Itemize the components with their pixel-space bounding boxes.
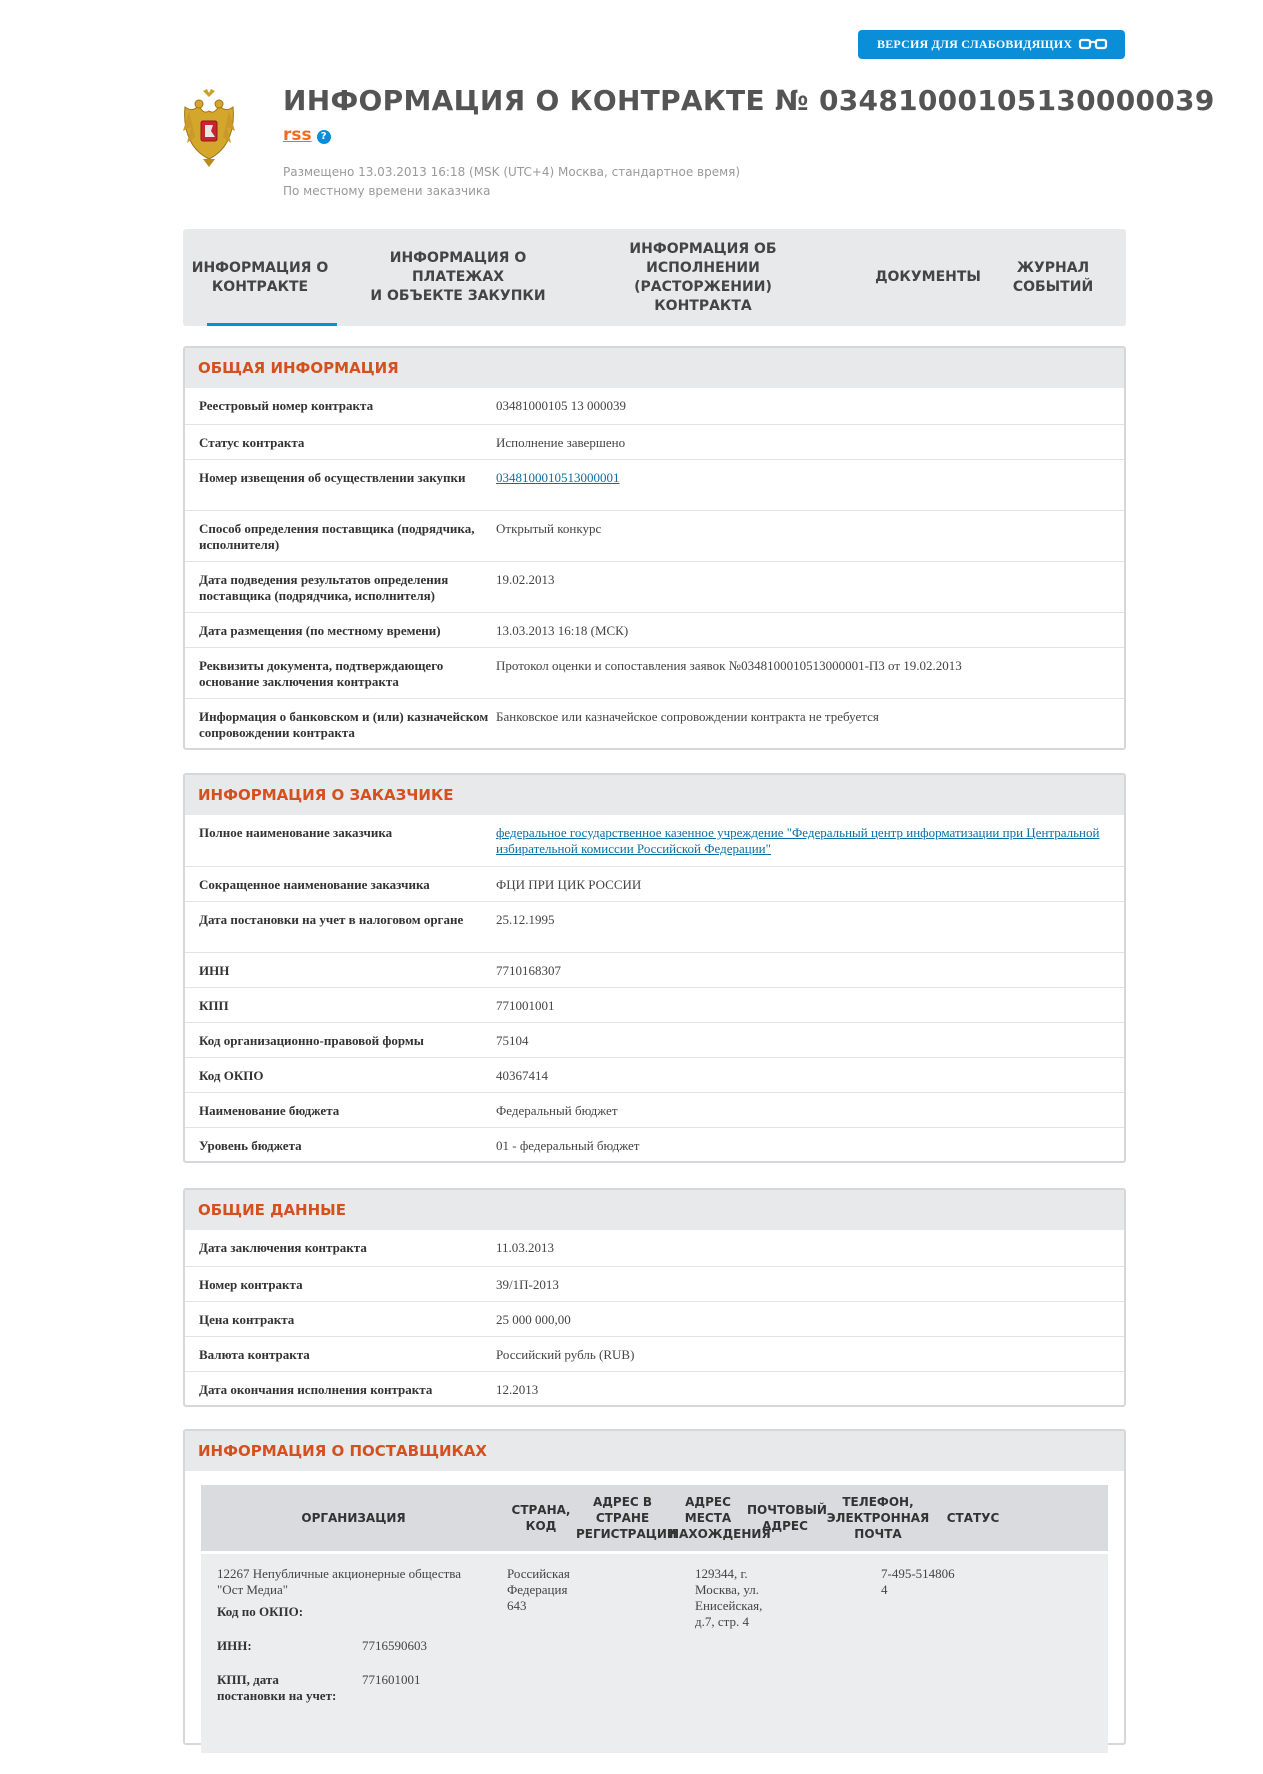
address-line: Енисейская, <box>695 1598 763 1613</box>
row-value: 7710168307 <box>496 963 561 978</box>
low-vision-version-button[interactable] <box>858 30 1125 59</box>
country-line: Федерация <box>507 1582 568 1597</box>
page-title: ИНФОРМАЦИЯ О КОНТРАКТЕ № 03481000105130000039 <box>283 84 1215 117</box>
common-rows <box>185 1230 1124 1405</box>
info-row <box>185 1022 1124 1057</box>
supplier-org-name <box>217 1566 461 1598</box>
col-line: ПОЧТОВЫЙ <box>747 1503 827 1517</box>
col-line: СТРАНЕ <box>595 1511 650 1525</box>
phone-line: 4 <box>881 1582 888 1597</box>
row-value: Открытый конкурс <box>496 521 602 536</box>
col-line: РЕГИСТРАЦИИ <box>576 1527 677 1541</box>
row-label: Номер контракта <box>199 1277 303 1292</box>
info-row <box>185 1057 1124 1092</box>
info-row <box>185 1336 1124 1371</box>
row-label: Полное наименование заказчика <box>199 825 393 840</box>
tab-label: И ОБЪЕКТЕ ЗАКУПКИ <box>370 288 546 304</box>
info-row <box>185 1127 1124 1161</box>
col-country-line: КОД <box>525 1519 557 1533</box>
row-value: 01 - федеральный бюджет <box>496 1138 640 1153</box>
info-row <box>185 510 1124 561</box>
okpo-label: Код по ОКПО: <box>217 1604 304 1619</box>
row-value: 771001001 <box>496 998 555 1013</box>
tab-payments[interactable] <box>363 229 553 326</box>
col-line: АДРЕС <box>685 1495 731 1509</box>
phone-line: 7-495-514806 <box>881 1566 955 1581</box>
kpp-label-line: КПП, дата <box>217 1672 279 1687</box>
section-general-info <box>183 346 1126 750</box>
org-name-line: "Ост Медиа" <box>217 1582 289 1597</box>
tab-contract-info[interactable] <box>183 229 337 326</box>
col-postal-address <box>747 1502 827 1534</box>
section-common-data <box>183 1188 1126 1407</box>
org-name-line: 12267 Непубличные акционерные общества <box>217 1566 462 1581</box>
row-label: Сокращенное наименование заказчика <box>199 877 430 892</box>
col-organization: ОРГАНИЗАЦИЯ <box>301 1511 406 1525</box>
row-label: Валюта контракта <box>199 1347 310 1362</box>
info-row <box>185 952 1124 987</box>
row-value: 75104 <box>496 1033 529 1048</box>
supplier-country <box>507 1566 570 1614</box>
row-label: Код организационно-правовой формы <box>199 1033 424 1048</box>
info-row <box>185 901 1124 952</box>
row-label: Способ определения поставщика (подрядчика, исполнителя) <box>199 521 475 552</box>
col-line: АДРЕС В <box>592 1495 653 1509</box>
col-phone-email <box>823 1494 933 1542</box>
posted-info <box>283 163 740 201</box>
tab-label: ЖУРНАЛ <box>1016 259 1090 276</box>
row-value: Федеральный бюджет <box>496 1103 618 1118</box>
row-value: Российский рубль (RUB) <box>496 1347 635 1362</box>
general-rows <box>185 388 1124 748</box>
row-value: 25.12.1995 <box>496 912 555 927</box>
col-status: СТАТУС <box>946 1511 1000 1525</box>
row-value: Банковское или казначейское сопровождении контракта не требуется <box>496 709 879 724</box>
row-value: 03481000105 13 000039 <box>496 398 626 413</box>
row-label: КПП <box>199 998 229 1013</box>
info-row <box>185 698 1124 748</box>
address-line: д.7, стр. 4 <box>695 1614 749 1629</box>
row-label: Цена контракта <box>199 1312 295 1327</box>
tab-event-log[interactable] <box>1003 229 1103 326</box>
row-label: Дата заключения контракта <box>199 1240 367 1255</box>
row-value: Протокол оценки и сопоставления заявок №0348100010513000001-П3 от 19.02.2013 <box>496 658 962 673</box>
col-location-address <box>669 1494 771 1542</box>
row-label: Уровень бюджета <box>199 1138 302 1153</box>
inn-value: 7716590603 <box>362 1638 427 1653</box>
col-line: ТЕЛЕФОН, <box>842 1495 914 1509</box>
info-row <box>185 815 1124 866</box>
customer-name-link[interactable]: федеральное государственное казенное учреждение "Федеральный центр информатизации при Центральной избирательной комиссии Российской Федерации" <box>496 825 1100 856</box>
row-label: Номер извещения об осуществлении закупки <box>199 470 466 485</box>
tab-label: ДОКУМЕНТЫ <box>875 269 981 285</box>
country-line: 643 <box>507 1598 527 1613</box>
customer-rows <box>185 815 1124 1161</box>
col-country <box>506 1502 576 1534</box>
section-title: ОБЩАЯ ИНФОРМАЦИЯ <box>185 348 1124 388</box>
info-row <box>185 1230 1124 1266</box>
help-icon[interactable]: ? <box>317 130 331 144</box>
country-line: Российская <box>507 1566 570 1581</box>
info-row <box>185 647 1124 698</box>
info-row <box>185 612 1124 647</box>
row-label: Реквизиты документа, подтверждающего основание заключения контракта <box>199 658 444 689</box>
supplier-row <box>201 1551 1108 1753</box>
rss-link[interactable]: rss <box>283 125 312 145</box>
section-title: ИНФОРМАЦИЯ О ПОСТАВЩИКАХ <box>185 1431 1124 1471</box>
low-vision-version-label: ВЕРСИЯ ДЛЯ СЛАБОВИДЯЩИХ <box>877 37 1073 51</box>
info-row <box>185 388 1124 424</box>
tab-bar <box>183 229 1126 326</box>
info-row <box>185 561 1124 612</box>
section-customer-info <box>183 773 1126 1163</box>
suppliers-table-header <box>201 1485 1108 1551</box>
tab-label: (РАСТОРЖЕНИИ) КОНТРАКТА <box>634 278 772 314</box>
kpp-label <box>217 1672 336 1704</box>
russian-coat-of-arms-icon <box>181 87 237 169</box>
supplier-location-address <box>695 1566 762 1630</box>
row-value: 19.02.2013 <box>496 572 555 587</box>
row-value: 40367414 <box>496 1068 548 1083</box>
col-reg-address <box>576 1494 677 1542</box>
row-value: 25 000 000,00 <box>496 1312 571 1327</box>
notice-number-link[interactable]: 0348100010513000001 <box>496 470 620 485</box>
row-value: 11.03.2013 <box>496 1240 555 1255</box>
row-label: ИНН <box>199 963 230 978</box>
row-value <box>496 815 1124 866</box>
address-line: Москва, ул. <box>695 1582 760 1597</box>
local-time-note: По местному времени заказчика <box>283 184 491 198</box>
kpp-value: 771601001 <box>362 1672 421 1687</box>
tab-label: КОНТРАКТЕ <box>211 278 309 295</box>
row-label: Статус контракта <box>199 435 305 450</box>
info-row <box>185 866 1124 901</box>
row-label: Дата подведения результатов определения поставщика (подрядчика, исполнителя) <box>199 572 449 603</box>
col-country-line: СТРАНА, <box>511 1503 571 1517</box>
info-row <box>185 1371 1124 1405</box>
tab-label: ИНФОРМАЦИЯ О <box>191 259 329 276</box>
row-value <box>496 460 1124 510</box>
col-line: МЕСТА <box>684 1511 732 1525</box>
info-row <box>185 987 1124 1022</box>
section-title: ИНФОРМАЦИЯ О ЗАКАЗЧИКЕ <box>185 775 1124 815</box>
tab-documents[interactable] <box>873 229 983 326</box>
row-value: 12.2013 <box>496 1382 539 1397</box>
col-line: ЭЛЕКТРОННАЯ <box>826 1511 930 1525</box>
row-label: Наименование бюджета <box>199 1103 340 1118</box>
section-title: ОБЩИЕ ДАННЫЕ <box>185 1190 1124 1230</box>
tab-label: СОБЫТИЙ <box>1012 278 1094 295</box>
info-row <box>185 424 1124 459</box>
row-label: Реестровый номер контракта <box>199 398 374 413</box>
tab-execution[interactable] <box>593 229 813 326</box>
glasses-icon <box>1078 37 1108 51</box>
section-suppliers <box>183 1429 1126 1745</box>
col-line: АДРЕС <box>762 1519 808 1533</box>
col-line: ПОЧТА <box>854 1527 902 1541</box>
row-label: Дата постановки на учет в налоговом органе <box>199 912 464 927</box>
tab-label: ИНФОРМАЦИЯ О ПЛАТЕЖАХ <box>389 250 527 285</box>
tab-label: ИНФОРМАЦИЯ ОБ ИСПОЛНЕНИИ <box>629 240 777 276</box>
inn-label: ИНН: <box>217 1638 252 1653</box>
row-value: ФЦИ ПРИ ЦИК РОССИИ <box>496 877 642 892</box>
row-value: Исполнение завершено <box>496 435 626 450</box>
row-label: Информация о банковском и (или) казначейском сопровождении контракта <box>199 709 489 740</box>
row-label: Код ОКПО <box>199 1068 264 1083</box>
kpp-label-line: постановки на учет: <box>217 1688 337 1703</box>
row-value: 13.03.2013 16:18 (МСК) <box>496 623 629 638</box>
row-label: Дата размещения (по местному времени) <box>199 623 441 638</box>
col-line: НАХОЖДЕНИЯ <box>669 1527 771 1541</box>
info-row <box>185 459 1124 510</box>
supplier-phone <box>881 1566 955 1598</box>
address-line: 129344, г. <box>695 1566 748 1581</box>
info-row <box>185 1266 1124 1301</box>
info-row <box>185 1092 1124 1127</box>
posted-date: Размещено 13.03.2013 16:18 (MSK (UTC+4) Москва, стандартное время) <box>283 165 741 179</box>
info-row <box>185 1301 1124 1336</box>
row-label: Дата окончания исполнения контракта <box>199 1382 433 1397</box>
suppliers-table <box>201 1485 1108 1753</box>
row-value: 39/1П-2013 <box>496 1277 559 1292</box>
